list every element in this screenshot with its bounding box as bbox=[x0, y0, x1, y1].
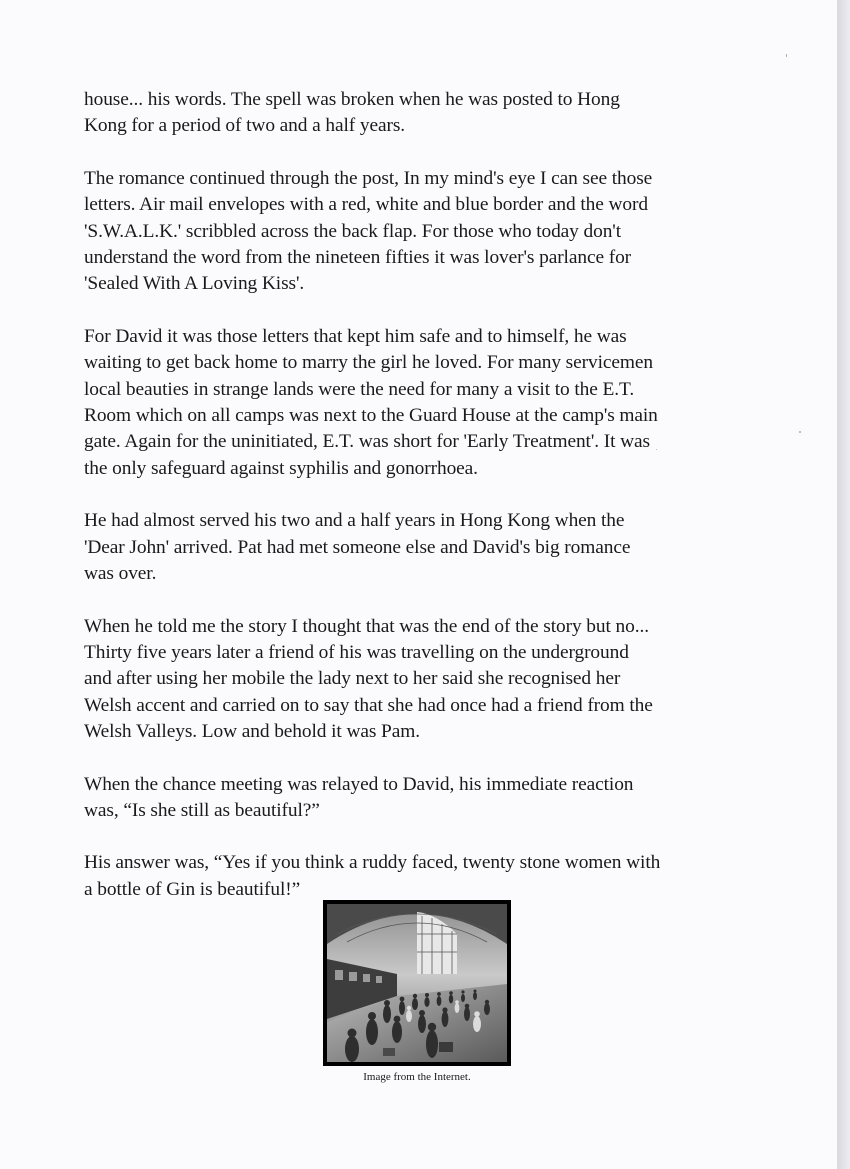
text-line: letters. Air mail envelopes with a red, white and blue border and the word bbox=[84, 194, 648, 216]
scan-speck bbox=[656, 449, 657, 450]
text-line: a bottle of Gin is beautiful!” bbox=[84, 878, 301, 900]
paragraph-1 bbox=[84, 87, 784, 140]
text-line: 'Sealed With A Loving Kiss'. bbox=[84, 273, 305, 295]
text-line: house... his words. The spell was broken when he was posted to Hong bbox=[84, 89, 620, 110]
paragraph-6 bbox=[84, 772, 784, 825]
paragraph-7 bbox=[84, 850, 784, 903]
station-photo-illustration bbox=[327, 904, 507, 1062]
paragraph-3 bbox=[84, 324, 784, 482]
text-line: 'Dear John' arrived. Pat had met someone else and David's big romance bbox=[84, 536, 631, 558]
text-line: and after using her mobile the lady next to her said she recognised her bbox=[84, 668, 621, 690]
text-line: waiting to get back home to marry the girl he loved. For many servicemen bbox=[84, 352, 653, 374]
text-line: The romance continued through the post, In my mind's eye I can see those bbox=[84, 167, 653, 189]
text-line: understand the word from the nineteen fifties it was lover's parlance for bbox=[84, 247, 632, 269]
paragraph-5 bbox=[84, 614, 784, 746]
text-line: When he told me the story I thought that was the end of the story but no... bbox=[84, 615, 649, 637]
text-line: local beauties in strange lands were the need for many a visit to the E.T. bbox=[84, 378, 635, 400]
text-line: Kong for a period of two and a half years. bbox=[84, 115, 406, 137]
text-line: Room which on all camps was next to the Guard House at the camp's main bbox=[84, 405, 658, 427]
text-line: gate. Again for the uninitiated, E.T. was short for 'Early Treatment'. It was bbox=[84, 431, 650, 453]
text-line: For David it was those letters that kept him safe and to himself, he was bbox=[84, 325, 627, 347]
paragraph-2 bbox=[84, 166, 784, 298]
photo-caption: Image from the Internet. bbox=[363, 1071, 471, 1083]
text-line: Thirty five years later a friend of his was travelling on the underground bbox=[84, 641, 629, 663]
body-text bbox=[84, 87, 784, 929]
text-line: When the chance meeting was relayed to David, his immediate reaction bbox=[84, 773, 634, 795]
text-line: Welsh accent and carried on to say that she had once had a friend from the bbox=[84, 694, 653, 716]
station-photo bbox=[323, 900, 511, 1066]
scan-edge bbox=[837, 0, 850, 1169]
paragraph-4 bbox=[84, 508, 784, 587]
text-line: He had almost served his two and a half years in Hong Kong when the bbox=[84, 510, 625, 532]
scan-speck bbox=[786, 54, 787, 57]
text-line: Welsh Valleys. Low and behold it was Pam. bbox=[84, 721, 420, 743]
text-line: was, “Is she still as beautiful?” bbox=[84, 799, 320, 821]
text-line: 'S.W.A.L.K.' scribbled across the back flap. For those who today don't bbox=[84, 220, 621, 242]
text-line: was over. bbox=[84, 563, 157, 585]
scan-speck bbox=[799, 431, 801, 433]
text-line: His answer was, “Yes if you think a ruddy faced, twenty stone women with bbox=[84, 852, 661, 874]
text-line: the only safeguard against syphilis and gonorrhoea. bbox=[84, 457, 478, 479]
